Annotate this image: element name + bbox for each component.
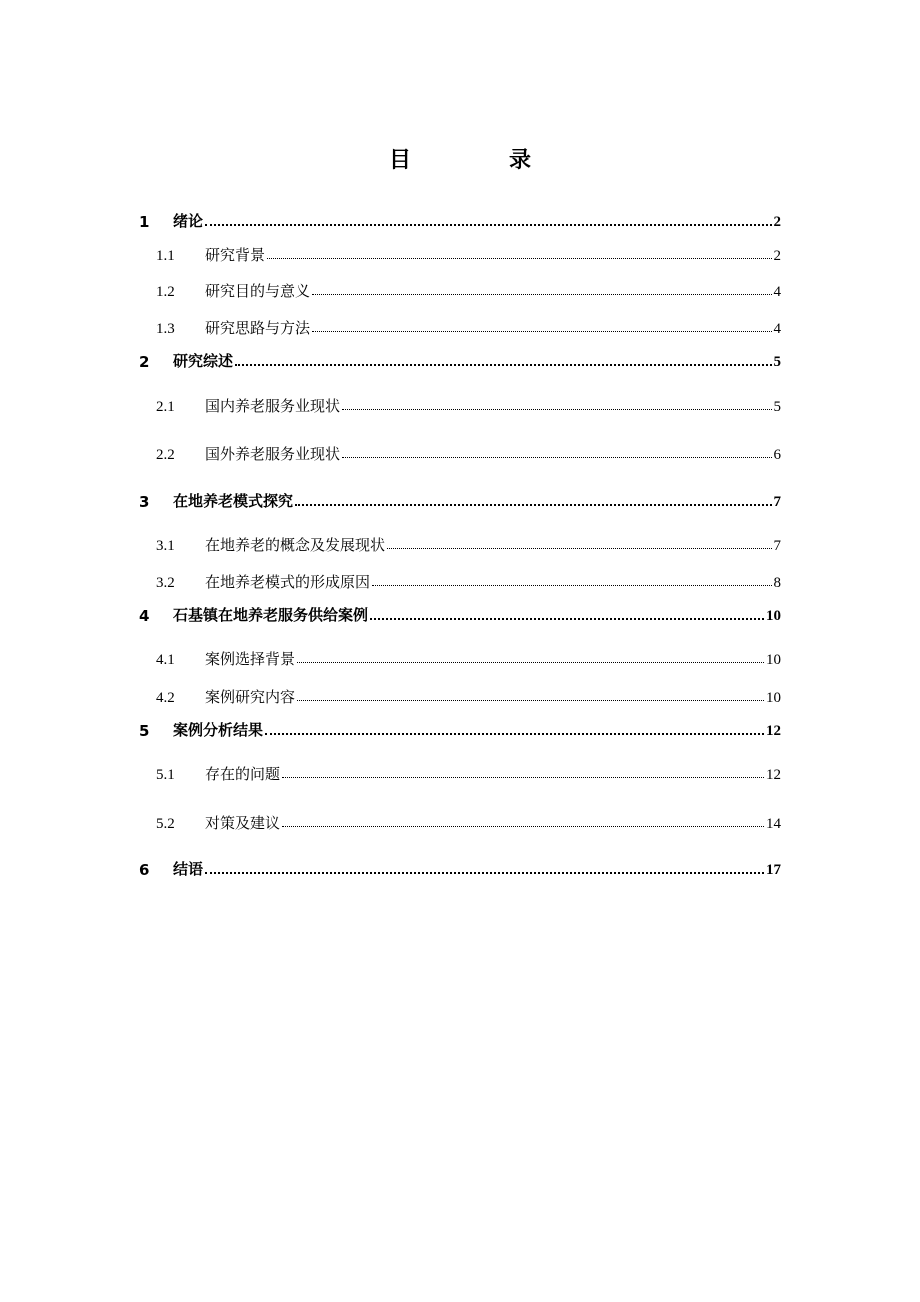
toc-entry-number: 5.2 xyxy=(156,816,175,832)
toc-entry-title: 石基镇在地养老服务供给案例 xyxy=(173,606,369,624)
toc-entry-section-4-1[interactable] xyxy=(156,647,781,669)
toc-entry-title: 对策及建议 xyxy=(205,814,281,832)
toc-entry-page: 10 xyxy=(766,652,781,668)
toc-dot-leader xyxy=(370,618,764,620)
toc-dot-leader xyxy=(265,733,764,735)
toc-entry-title: 案例研究内容 xyxy=(205,688,296,706)
toc-entry-page: 8 xyxy=(773,575,781,591)
toc-entry-section-3-1[interactable] xyxy=(156,533,781,555)
toc-entry-title: 研究背景 xyxy=(205,246,266,264)
toc-entry-title: 在地养老模式的形成原因 xyxy=(205,573,371,591)
toc-entry-page: 10 xyxy=(766,690,781,706)
toc-dot-leader xyxy=(312,294,771,295)
toc-entry-title: 研究综述 xyxy=(173,352,234,370)
toc-dot-leader xyxy=(235,364,771,366)
toc-entry-page: 5 xyxy=(773,399,781,415)
toc-entry-number: 3.1 xyxy=(156,538,175,554)
toc-entry-number: 2.1 xyxy=(156,399,175,415)
toc-entry-number: 2 xyxy=(139,353,150,371)
toc-dot-leader xyxy=(372,585,771,586)
toc-entry-page: 14 xyxy=(766,816,781,832)
toc-entry-title: 在地养老的概念及发展现状 xyxy=(205,536,386,554)
toc-dot-leader xyxy=(342,409,771,410)
toc-entry-page: 5 xyxy=(773,354,781,370)
toc-entry-number: 3.2 xyxy=(156,575,175,591)
toc-entry-title: 国外养老服务业现状 xyxy=(205,445,341,463)
toc-entry-chapter-6[interactable] xyxy=(139,857,781,879)
toc-entry-number: 4 xyxy=(139,607,150,625)
toc-entry-page: 2 xyxy=(773,214,781,230)
toc-entry-number: 4.1 xyxy=(156,652,175,668)
toc-entry-number: 6 xyxy=(139,861,150,879)
toc-entry-number: 5 xyxy=(139,722,150,740)
toc-entry-title: 结语 xyxy=(173,860,204,878)
toc-entry-title: 在地养老模式探究 xyxy=(173,492,294,510)
toc-entry-number: 1 xyxy=(139,213,150,231)
toc-entry-section-2-2[interactable] xyxy=(156,442,781,464)
toc-entry-page: 7 xyxy=(773,538,781,554)
toc-entry-title: 研究思路与方法 xyxy=(205,319,311,337)
toc-entry-number: 1.3 xyxy=(156,321,175,337)
toc-dot-leader xyxy=(267,258,771,259)
toc-entry-number: 3 xyxy=(139,493,150,511)
toc-entry-chapter-5[interactable] xyxy=(139,718,781,740)
toc-entry-chapter-1[interactable] xyxy=(139,209,781,231)
toc-entry-section-5-1[interactable] xyxy=(156,762,781,784)
toc-entry-page: 4 xyxy=(773,321,781,337)
toc-entry-chapter-3[interactable] xyxy=(139,489,781,511)
toc-entry-title: 案例分析结果 xyxy=(173,721,264,739)
toc-entry-section-1-3[interactable] xyxy=(156,316,781,338)
toc-title: 目 录 xyxy=(388,148,569,173)
toc-dot-leader xyxy=(342,457,771,458)
toc-entry-number: 5.1 xyxy=(156,767,175,783)
toc-entry-title: 绪论 xyxy=(173,212,204,230)
toc-entry-page: 7 xyxy=(773,494,781,510)
toc-entry-number: 2.2 xyxy=(156,447,175,463)
toc-dot-leader xyxy=(312,331,771,332)
toc-entry-section-4-2[interactable] xyxy=(156,685,781,707)
toc-entry-chapter-2[interactable] xyxy=(139,349,781,371)
toc-entry-title: 研究目的与意义 xyxy=(205,282,311,300)
toc-entry-title: 案例选择背景 xyxy=(205,650,296,668)
toc-entry-number: 4.2 xyxy=(156,690,175,706)
toc-entry-section-1-1[interactable] xyxy=(156,243,781,265)
toc-entry-title: 存在的问题 xyxy=(205,765,281,783)
toc-dot-leader xyxy=(297,700,764,701)
toc-entry-page: 12 xyxy=(766,723,781,739)
toc-entry-page: 2 xyxy=(773,248,781,264)
toc-entry-section-2-1[interactable] xyxy=(156,394,781,416)
toc-entry-section-5-2[interactable] xyxy=(156,811,781,833)
toc-entry-page: 6 xyxy=(773,447,781,463)
toc-entry-page: 12 xyxy=(766,767,781,783)
toc-dot-leader xyxy=(387,548,771,549)
toc-dot-leader xyxy=(205,872,764,874)
toc-entry-number: 1.2 xyxy=(156,284,175,300)
toc-dot-leader xyxy=(295,504,771,506)
toc-entry-title: 国内养老服务业现状 xyxy=(205,397,341,415)
toc-entry-page: 10 xyxy=(766,608,781,624)
toc-dot-leader xyxy=(205,224,771,226)
toc-dot-leader xyxy=(282,826,764,827)
toc-entry-section-1-2[interactable] xyxy=(156,279,781,301)
toc-entry-page: 17 xyxy=(766,862,781,878)
toc-dot-leader xyxy=(297,662,764,663)
toc-entry-page: 4 xyxy=(773,284,781,300)
toc-entry-number: 1.1 xyxy=(156,248,175,264)
toc-entry-chapter-4[interactable] xyxy=(139,603,781,625)
toc-dot-leader xyxy=(282,777,764,778)
toc-entry-section-3-2[interactable] xyxy=(156,570,781,592)
